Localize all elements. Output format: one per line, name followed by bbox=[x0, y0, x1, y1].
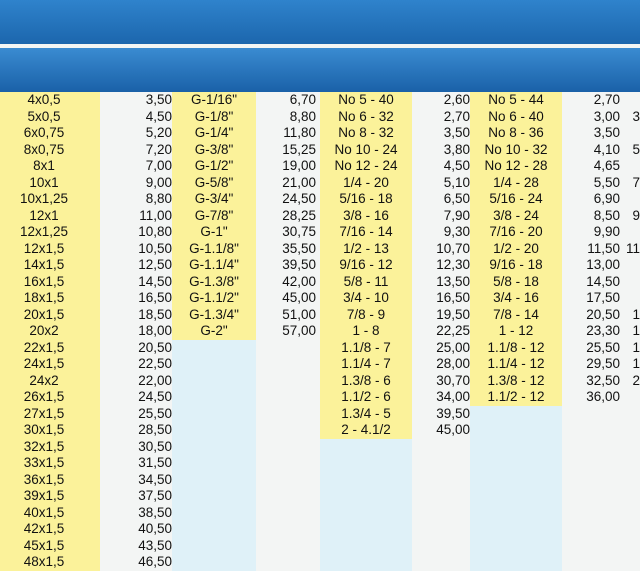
g-diameter: 57,00 bbox=[282, 323, 316, 338]
mf-gwint: 20x2 bbox=[29, 323, 59, 338]
unf-gwint: 3/4 - 16 bbox=[493, 290, 539, 305]
unf-gwint bbox=[470, 538, 562, 553]
g-gwint bbox=[172, 406, 256, 421]
mf-diameter: 16,50 bbox=[138, 290, 172, 305]
trailing-value bbox=[620, 274, 640, 289]
unc-gwint: 1.1/2 - 6 bbox=[341, 389, 391, 404]
column-header-partial bbox=[620, 48, 640, 92]
unf-diameter: 13,00 bbox=[586, 257, 620, 272]
unc-diameter bbox=[412, 521, 470, 536]
unc-gwint: 1 - 8 bbox=[352, 323, 380, 338]
unc-diameter: 6,50 bbox=[443, 191, 470, 206]
g-gwint bbox=[172, 455, 256, 470]
unc-gwint bbox=[320, 554, 412, 569]
trailing-value bbox=[620, 290, 640, 305]
mf-diameter: 14,50 bbox=[138, 273, 172, 289]
mf-diameter: 22,00 bbox=[138, 372, 172, 388]
unc-gwint: 3/8 - 16 bbox=[343, 207, 389, 223]
unc-diameter: 10,70 bbox=[436, 240, 470, 256]
trailing-value bbox=[620, 488, 640, 503]
mf-gwint: 10x1,25 bbox=[19, 191, 69, 206]
mf-gwint: 18x1,5 bbox=[23, 290, 65, 305]
mf-gwint: 36x1,5 bbox=[23, 471, 65, 487]
g-gwint: G-1.3/4" bbox=[189, 306, 239, 322]
unf-gwint bbox=[470, 472, 562, 487]
mf-gwint: 20x1,5 bbox=[23, 306, 65, 322]
unc-diameter: 39,50 bbox=[436, 405, 470, 421]
g-diameter: 39,50 bbox=[282, 257, 316, 272]
unf-gwint: 9/16 - 18 bbox=[489, 257, 543, 272]
mf-diameter: 11,00 bbox=[139, 207, 172, 223]
column-header-gwint bbox=[0, 48, 102, 92]
trailing-value bbox=[620, 439, 640, 454]
unf-gwint: 1/4 - 28 bbox=[493, 174, 539, 190]
unf-diameter: 3,00 bbox=[593, 108, 620, 124]
g-gwint: G-1/4" bbox=[194, 125, 234, 140]
unf-gwint bbox=[470, 521, 562, 536]
trailing-value bbox=[620, 191, 640, 206]
g-diameter: 45,00 bbox=[282, 290, 316, 305]
mf-gwint: 24x2 bbox=[29, 372, 59, 388]
unc-diameter: 4,50 bbox=[443, 158, 470, 173]
g-gwint: G-7/8" bbox=[194, 207, 234, 223]
unc-diameter: 2,70 bbox=[443, 108, 470, 124]
unf-diameter: 14,50 bbox=[586, 273, 620, 289]
unf-gwint: No 10 - 32 bbox=[484, 141, 548, 157]
unf-gwint: 1.1/2 - 12 bbox=[487, 389, 545, 404]
trailing-value bbox=[620, 422, 640, 437]
unf-gwint: No 8 - 36 bbox=[488, 125, 544, 140]
g-gwint bbox=[172, 356, 256, 371]
unc-diameter bbox=[412, 554, 470, 569]
trailing-value bbox=[620, 389, 640, 404]
unf-diameter bbox=[562, 538, 620, 553]
g-diameter: 30,75 bbox=[282, 224, 316, 239]
g-gwint: G-1/2" bbox=[194, 158, 234, 173]
mf-gwint: 32x1,5 bbox=[23, 438, 65, 454]
g-gwint bbox=[172, 472, 256, 487]
unf-gwint bbox=[470, 554, 562, 569]
mf-diameter: 46,50 bbox=[138, 554, 172, 569]
mf-diameter: 18,00 bbox=[138, 323, 172, 338]
g-diameter: 24,50 bbox=[282, 191, 316, 206]
mf-gwint: 12x1 bbox=[29, 207, 59, 223]
trailing-value bbox=[620, 505, 640, 520]
mf-diameter: 24,50 bbox=[138, 389, 172, 404]
unc-gwint: 7/16 - 14 bbox=[339, 224, 393, 239]
g-diameter bbox=[256, 340, 316, 355]
mf-gwint: 14x1,5 bbox=[23, 257, 65, 272]
g-gwint: G-1.1/8" bbox=[189, 240, 239, 256]
trailing-value bbox=[620, 92, 640, 107]
trailing-value bbox=[620, 158, 640, 173]
g-gwint bbox=[172, 554, 256, 569]
unc-diameter: 25,00 bbox=[436, 339, 470, 355]
unc-gwint: 5/8 - 11 bbox=[343, 273, 389, 289]
mf-diameter: 25,50 bbox=[138, 405, 172, 421]
g-diameter: 28,25 bbox=[282, 207, 316, 223]
trailing-value bbox=[620, 257, 640, 272]
unf-gwint: 7/16 - 20 bbox=[489, 224, 543, 239]
g-diameter: 8,80 bbox=[289, 108, 316, 124]
unc-diameter bbox=[412, 488, 470, 503]
mf-diameter: 28,50 bbox=[138, 422, 172, 437]
trailing-value: 5 bbox=[632, 141, 640, 157]
unf-diameter bbox=[562, 472, 620, 487]
g-gwint bbox=[172, 373, 256, 388]
unf-diameter bbox=[562, 554, 620, 569]
unf-diameter: 2,70 bbox=[593, 92, 620, 107]
g-gwint: G-1/16" bbox=[190, 92, 238, 107]
g-gwint bbox=[172, 488, 256, 503]
unf-gwint: 5/16 - 24 bbox=[489, 191, 543, 206]
unf-gwint bbox=[470, 439, 562, 454]
mf-gwint: 12x1,5 bbox=[23, 240, 65, 256]
g-gwint bbox=[172, 422, 256, 437]
mf-diameter: 4,50 bbox=[145, 108, 172, 124]
mf-diameter: 18,50 bbox=[138, 306, 172, 322]
g-diameter bbox=[256, 472, 316, 487]
unf-gwint: 1.1/4 - 12 bbox=[487, 356, 545, 371]
unc-gwint bbox=[320, 488, 412, 503]
g-gwint: G-1" bbox=[200, 224, 228, 239]
unf-gwint bbox=[470, 505, 562, 520]
trailing-value bbox=[620, 554, 640, 569]
g-diameter: 19,00 bbox=[282, 158, 316, 173]
trailing-value: 1 bbox=[632, 339, 640, 355]
mf-diameter: 40,50 bbox=[138, 521, 172, 536]
g-diameter: 15,25 bbox=[282, 141, 316, 157]
unf-diameter: 3,50 bbox=[593, 125, 620, 140]
unc-gwint: No 6 - 32 bbox=[338, 108, 394, 124]
unc-diameter: 9,30 bbox=[443, 224, 470, 239]
unc-gwint: 1/2 - 13 bbox=[343, 240, 389, 256]
mf-diameter: 3,50 bbox=[145, 92, 172, 107]
mf-gwint: 24x1,5 bbox=[23, 356, 65, 371]
trailing-value: 9 bbox=[632, 207, 640, 223]
g-diameter bbox=[256, 422, 316, 437]
mf-diameter: 7,00 bbox=[145, 158, 172, 173]
unc-diameter: 19,50 bbox=[436, 306, 470, 322]
mf-diameter: 12,50 bbox=[138, 257, 172, 272]
unc-diameter: 3,50 bbox=[443, 125, 470, 140]
column-header-gwint bbox=[470, 48, 564, 92]
mf-gwint: 40x1,5 bbox=[23, 504, 65, 520]
g-diameter bbox=[256, 356, 316, 371]
unf-diameter: 5,50 bbox=[593, 174, 620, 190]
g-gwint: G-5/8" bbox=[194, 174, 234, 190]
mf-gwint: 27x1,5 bbox=[23, 405, 65, 421]
trailing-value: 1 bbox=[632, 306, 640, 322]
unc-gwint: 2 - 4.1/2 bbox=[341, 422, 391, 437]
trailing-value bbox=[620, 472, 640, 487]
mf-gwint: 48x1,5 bbox=[23, 554, 65, 569]
mf-gwint: 42x1,5 bbox=[23, 521, 65, 536]
unc-gwint bbox=[320, 505, 412, 520]
mf-gwint: 5x0,5 bbox=[27, 108, 61, 124]
g-gwint: G-1.1/2" bbox=[189, 290, 239, 305]
g-gwint: G-1/8" bbox=[194, 108, 234, 124]
unc-gwint: No 10 - 24 bbox=[334, 141, 398, 157]
unf-gwint: 1 - 12 bbox=[498, 323, 534, 338]
mf-diameter: 5,20 bbox=[145, 125, 172, 140]
unf-gwint bbox=[470, 488, 562, 503]
trailing-value bbox=[620, 521, 640, 536]
unc-diameter bbox=[412, 472, 470, 487]
unf-diameter: 11,50 bbox=[587, 240, 620, 256]
mf-diameter: 20,50 bbox=[138, 339, 172, 355]
mf-gwint: 39x1,5 bbox=[23, 488, 65, 503]
unc-diameter: 5,10 bbox=[443, 174, 470, 190]
unc-gwint: No 8 - 32 bbox=[338, 125, 394, 140]
mf-gwint: 16x1,5 bbox=[23, 273, 65, 289]
unf-diameter: 4,65 bbox=[593, 158, 620, 173]
g-gwint: G-3/4" bbox=[194, 191, 234, 206]
g-diameter: 11,80 bbox=[283, 125, 316, 140]
trailing-value: 3 bbox=[632, 108, 640, 124]
group-header-partial bbox=[620, 0, 640, 44]
unc-gwint: No 12 - 24 bbox=[334, 158, 398, 173]
column-header-diameter bbox=[562, 48, 622, 92]
mf-diameter: 8,80 bbox=[145, 191, 172, 206]
unf-gwint: 7/8 - 14 bbox=[493, 306, 539, 322]
trailing-value: 1 bbox=[632, 356, 640, 371]
unf-diameter: 17,50 bbox=[586, 290, 620, 305]
unc-diameter: 2,60 bbox=[443, 92, 470, 107]
unf-diameter bbox=[562, 488, 620, 503]
mf-diameter: 31,50 bbox=[138, 455, 172, 470]
trailing-value: 11 bbox=[625, 240, 640, 256]
unc-gwint bbox=[320, 439, 412, 454]
unc-diameter: 22,25 bbox=[436, 323, 470, 338]
unf-diameter: 4,10 bbox=[593, 141, 620, 157]
unc-gwint: 1.1/4 - 7 bbox=[341, 356, 391, 371]
mf-gwint: 6x0,75 bbox=[23, 125, 65, 140]
mf-diameter: 10,50 bbox=[138, 240, 172, 256]
column-header-gwint bbox=[172, 48, 258, 92]
trailing-value: 2 bbox=[632, 372, 640, 388]
unf-gwint: 1/2 - 20 bbox=[493, 240, 539, 256]
trailing-value bbox=[620, 406, 640, 421]
mf-diameter: 10,80 bbox=[138, 224, 172, 239]
mf-diameter: 43,50 bbox=[138, 537, 172, 553]
g-gwint: G-1.1/4" bbox=[189, 257, 239, 272]
unf-diameter: 6,90 bbox=[593, 191, 620, 206]
trailing-value bbox=[620, 224, 640, 239]
unf-diameter bbox=[562, 505, 620, 520]
mf-diameter: 7,20 bbox=[145, 141, 172, 157]
mf-gwint: 30x1,5 bbox=[23, 422, 65, 437]
unf-gwint: 1.3/8 - 12 bbox=[487, 372, 545, 388]
unc-gwint bbox=[320, 472, 412, 487]
g-diameter bbox=[256, 488, 316, 503]
mf-diameter: 9,00 bbox=[145, 174, 172, 190]
unf-diameter bbox=[562, 422, 620, 437]
g-gwint bbox=[172, 505, 256, 520]
g-gwint bbox=[172, 439, 256, 454]
g-diameter bbox=[256, 373, 316, 388]
unc-diameter: 12,30 bbox=[436, 257, 470, 272]
unc-diameter: 13,50 bbox=[436, 273, 470, 289]
unf-diameter: 23,30 bbox=[586, 323, 620, 338]
mf-gwint: 12x1,25 bbox=[19, 224, 69, 239]
group-header-g bbox=[172, 0, 322, 44]
mf-gwint: 4x0,5 bbox=[27, 92, 61, 107]
trailing-value: 1 bbox=[632, 323, 640, 338]
unc-diameter: 45,00 bbox=[436, 422, 470, 437]
mf-diameter: 38,50 bbox=[138, 504, 172, 520]
column-header-diameter bbox=[256, 48, 322, 92]
g-diameter bbox=[256, 406, 316, 421]
unc-diameter: 30,70 bbox=[436, 372, 470, 388]
unf-diameter: 20,50 bbox=[586, 306, 620, 322]
unc-gwint bbox=[320, 538, 412, 553]
trailing-value: 7 bbox=[632, 174, 640, 190]
unc-diameter: 28,00 bbox=[436, 356, 470, 371]
unc-gwint bbox=[320, 455, 412, 470]
unc-diameter bbox=[412, 439, 470, 454]
unc-gwint: 1.1/8 - 7 bbox=[341, 339, 391, 355]
unf-diameter bbox=[562, 406, 620, 421]
g-gwint: G-1.3/8" bbox=[189, 273, 239, 289]
g-diameter bbox=[256, 455, 316, 470]
unf-gwint: No 5 - 44 bbox=[488, 92, 544, 107]
group-header-unc bbox=[320, 0, 472, 44]
g-diameter bbox=[256, 389, 316, 404]
g-diameter bbox=[256, 554, 316, 569]
g-diameter: 35,50 bbox=[282, 240, 316, 256]
unc-gwint: 9/16 - 12 bbox=[339, 257, 393, 272]
column-header-gwint bbox=[320, 48, 414, 92]
unc-diameter bbox=[412, 505, 470, 520]
unf-gwint: No 12 - 28 bbox=[484, 158, 548, 173]
unc-gwint: No 5 - 40 bbox=[338, 92, 394, 107]
trailing-value bbox=[620, 538, 640, 553]
mf-gwint: 45x1,5 bbox=[23, 537, 65, 553]
unf-gwint bbox=[470, 422, 562, 437]
mf-diameter: 34,50 bbox=[138, 471, 172, 487]
g-gwint bbox=[172, 538, 256, 553]
unc-gwint: 3/4 - 10 bbox=[343, 290, 389, 305]
mf-gwint: 26x1,5 bbox=[23, 389, 65, 404]
unc-gwint: 5/16 - 18 bbox=[339, 191, 393, 206]
mf-gwint: 8x0,75 bbox=[23, 141, 65, 157]
unf-gwint: 3/8 - 24 bbox=[493, 207, 539, 223]
unf-gwint: No 6 - 40 bbox=[488, 108, 544, 124]
g-gwint: G-2" bbox=[200, 323, 228, 338]
unf-diameter: 36,00 bbox=[586, 389, 620, 404]
unc-gwint: 1.3/4 - 5 bbox=[341, 405, 391, 421]
mf-gwint: 8x1 bbox=[33, 158, 55, 173]
group-header-unf bbox=[470, 0, 622, 44]
unc-gwint: 7/8 - 9 bbox=[346, 306, 386, 322]
trailing-value bbox=[620, 455, 640, 470]
unf-diameter bbox=[562, 521, 620, 536]
g-diameter: 51,00 bbox=[282, 306, 316, 322]
unc-diameter: 16,50 bbox=[436, 290, 470, 305]
g-diameter bbox=[256, 521, 316, 536]
column-header-diameter bbox=[100, 48, 174, 92]
group-header-mf bbox=[0, 0, 174, 44]
g-diameter: 42,00 bbox=[282, 273, 316, 289]
g-gwint bbox=[172, 389, 256, 404]
unf-diameter: 8,50 bbox=[593, 207, 620, 223]
mf-diameter: 37,50 bbox=[138, 488, 172, 503]
unf-gwint: 1.1/8 - 12 bbox=[487, 339, 545, 355]
g-gwint bbox=[172, 340, 256, 355]
unf-diameter: 9,90 bbox=[593, 224, 620, 239]
unf-diameter: 29,50 bbox=[586, 356, 620, 371]
column-header-diameter bbox=[412, 48, 472, 92]
mf-gwint: 10x1 bbox=[29, 174, 59, 190]
unc-diameter: 34,00 bbox=[436, 389, 470, 404]
mf-gwint: 22x1,5 bbox=[23, 339, 65, 355]
unc-diameter: 7,90 bbox=[443, 207, 470, 223]
g-gwint: G-3/8" bbox=[194, 141, 234, 157]
unf-gwint bbox=[470, 455, 562, 470]
mf-diameter: 30,50 bbox=[138, 438, 172, 454]
g-diameter: 21,00 bbox=[282, 174, 316, 190]
unc-diameter bbox=[412, 538, 470, 553]
g-diameter: 6,70 bbox=[289, 92, 316, 107]
unf-gwint: 5/8 - 18 bbox=[493, 273, 539, 289]
unc-gwint: 1.3/8 - 6 bbox=[341, 372, 391, 388]
unf-diameter bbox=[562, 439, 620, 454]
unf-diameter: 25,50 bbox=[586, 339, 620, 355]
unc-diameter: 3,80 bbox=[443, 141, 470, 157]
unc-diameter bbox=[412, 455, 470, 470]
unf-diameter: 32,50 bbox=[586, 372, 620, 388]
unf-gwint bbox=[470, 406, 562, 421]
unc-gwint bbox=[320, 521, 412, 536]
g-gwint bbox=[172, 521, 256, 536]
unc-gwint: 1/4 - 20 bbox=[343, 174, 389, 190]
trailing-value bbox=[620, 125, 640, 140]
mf-diameter: 22,50 bbox=[138, 356, 172, 371]
g-diameter bbox=[256, 439, 316, 454]
mf-gwint: 33x1,5 bbox=[23, 455, 65, 470]
g-diameter bbox=[256, 505, 316, 520]
g-diameter bbox=[256, 538, 316, 553]
unf-diameter bbox=[562, 455, 620, 470]
